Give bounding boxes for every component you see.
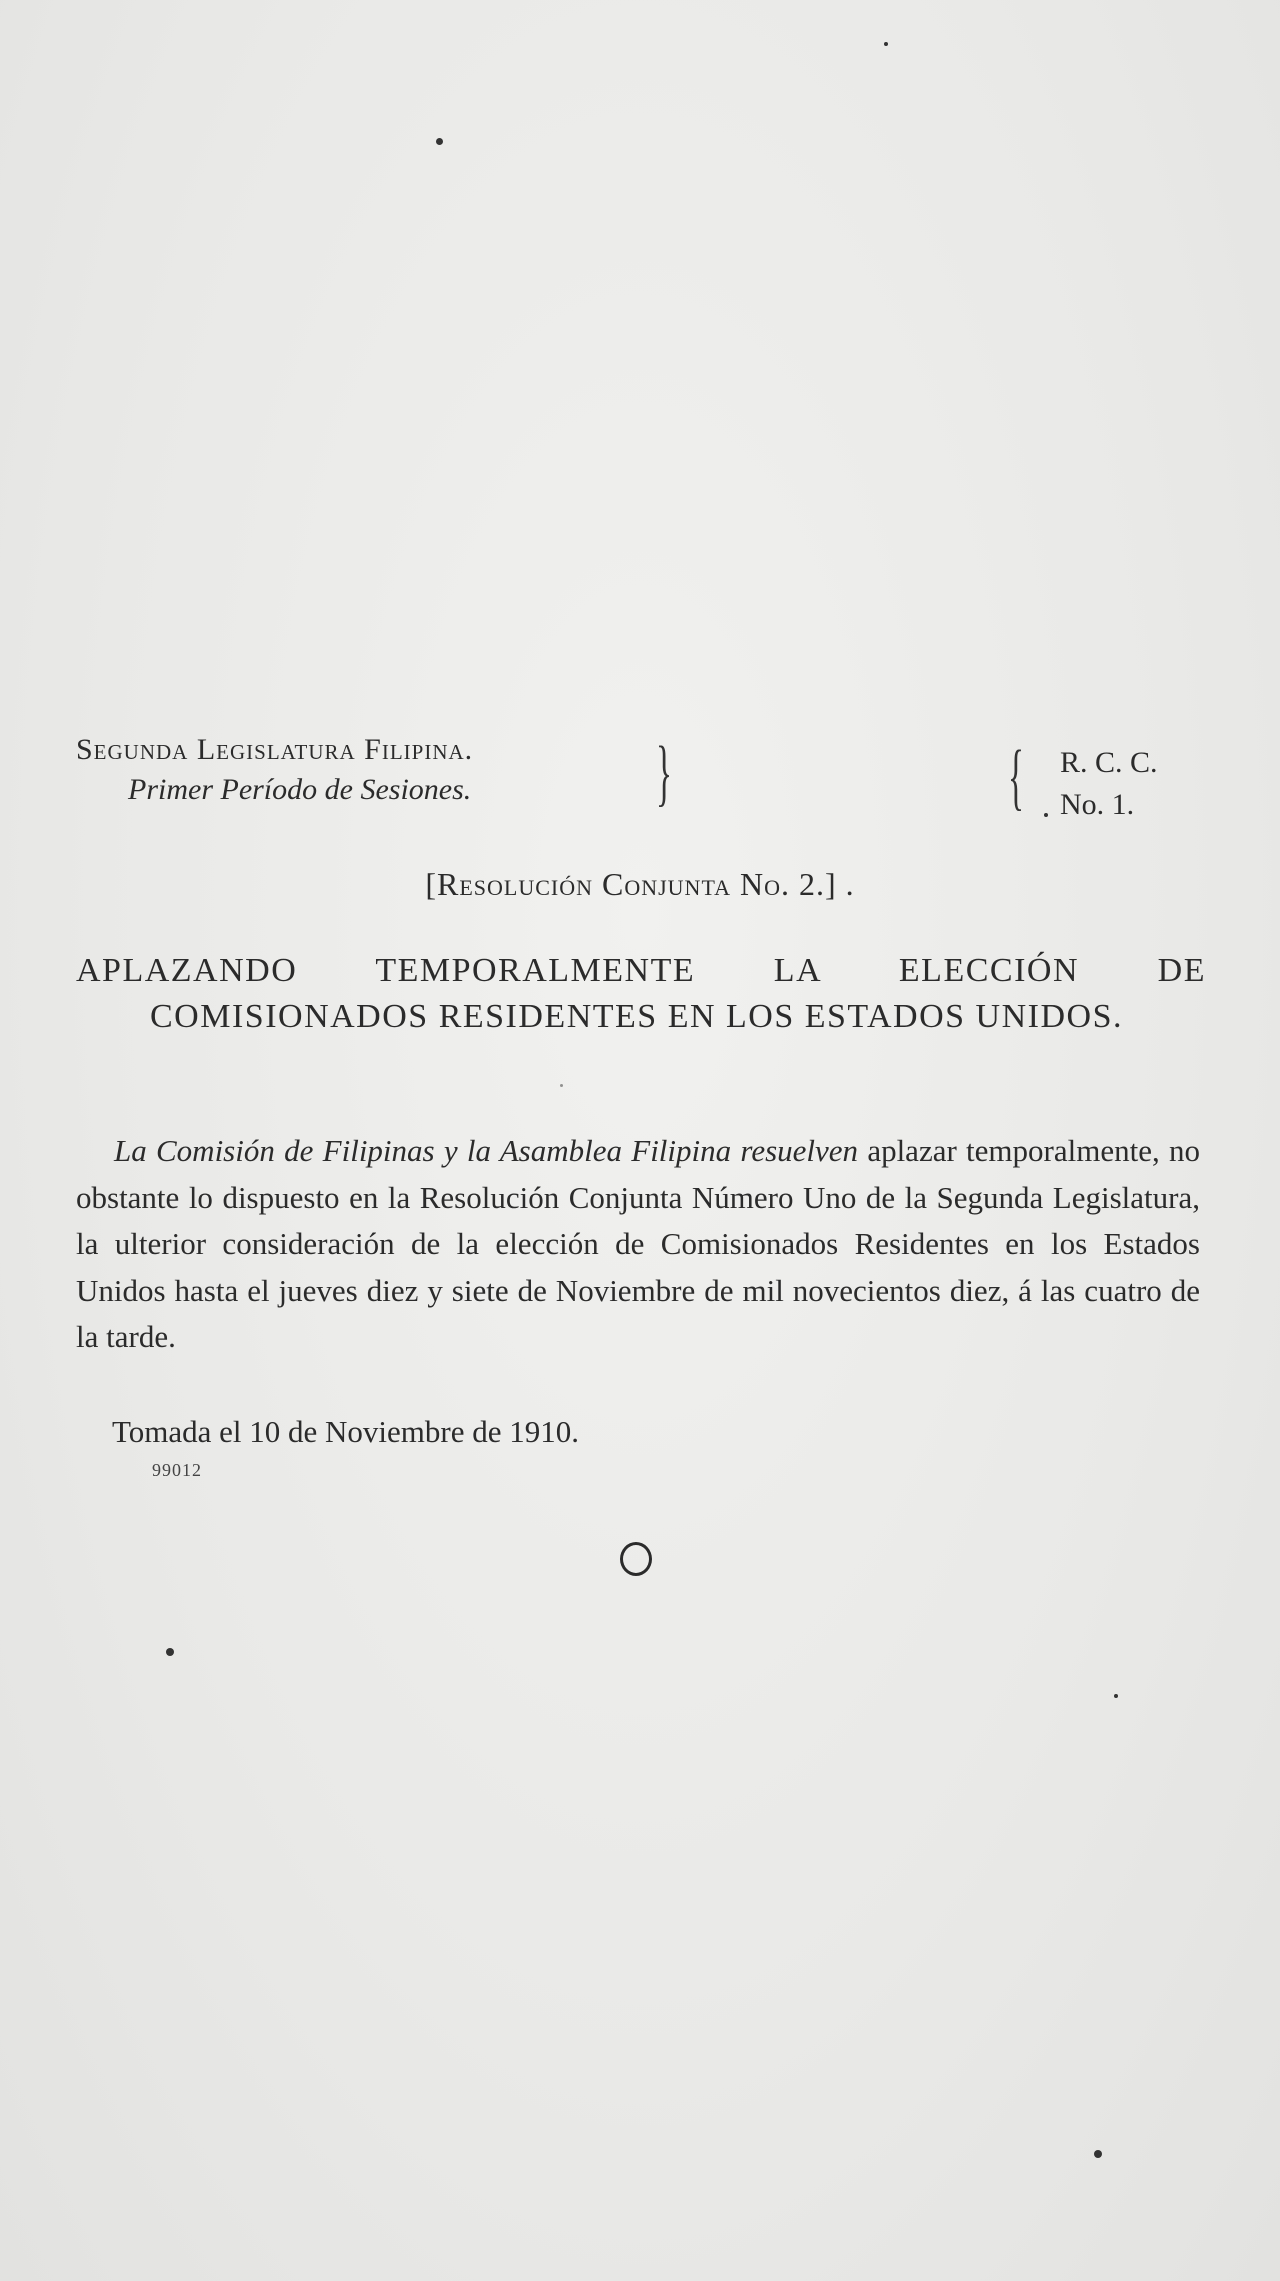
session-name: Primer Período de Sesiones. [128, 773, 472, 806]
header-reference [1060, 742, 1158, 826]
body-text: aplazar temporalmente, no obstante lo dispuesto en la Resolución Conjunta Número Uno de la Segunda Legislatura, la ulterior consideración de la elección de Comisionados Residentes en los Estados Unidos hasta el jueves diez y siete de Noviembre de mil novecientos diez, á las cuatro de la tarde. [76, 1133, 1200, 1354]
resolution-body [76, 1128, 1200, 1361]
resolution-title [76, 948, 1206, 1040]
resolution-label: [Resolución Conjunta No. 2.] . [425, 866, 855, 902]
dust-speck [1044, 813, 1048, 817]
date-line: Tomada el 10 de Noviembre de 1910. [112, 1414, 579, 1449]
print-code: 99012 [152, 1460, 202, 1480]
dust-speck [436, 138, 443, 145]
dust-speck [166, 1648, 174, 1656]
closing-brace: } [656, 732, 672, 814]
opening-brace: { [1008, 736, 1024, 818]
reference-line-2: No. 1. [1060, 788, 1135, 821]
header-left [76, 730, 696, 814]
dust-speck [1114, 1694, 1118, 1698]
enacting-clause: La Comisión de Filipinas y la Asamblea Filipina resuelven [114, 1133, 859, 1168]
dust-speck [884, 42, 888, 46]
dust-speck [560, 1084, 563, 1087]
resolution-title-text: APLAZANDO TEMPORALMENTE LA ELECCIÓN DE COMISIONADOS RESIDENTES EN LOS ESTADOS UNIDOS. [76, 952, 1206, 1035]
legislature-name: Segunda Legislatura Filipina. [76, 733, 474, 766]
reference-line-1: R. C. C. [1060, 746, 1158, 779]
dust-speck [1094, 2150, 1102, 2158]
end-mark-circle [620, 1542, 652, 1576]
